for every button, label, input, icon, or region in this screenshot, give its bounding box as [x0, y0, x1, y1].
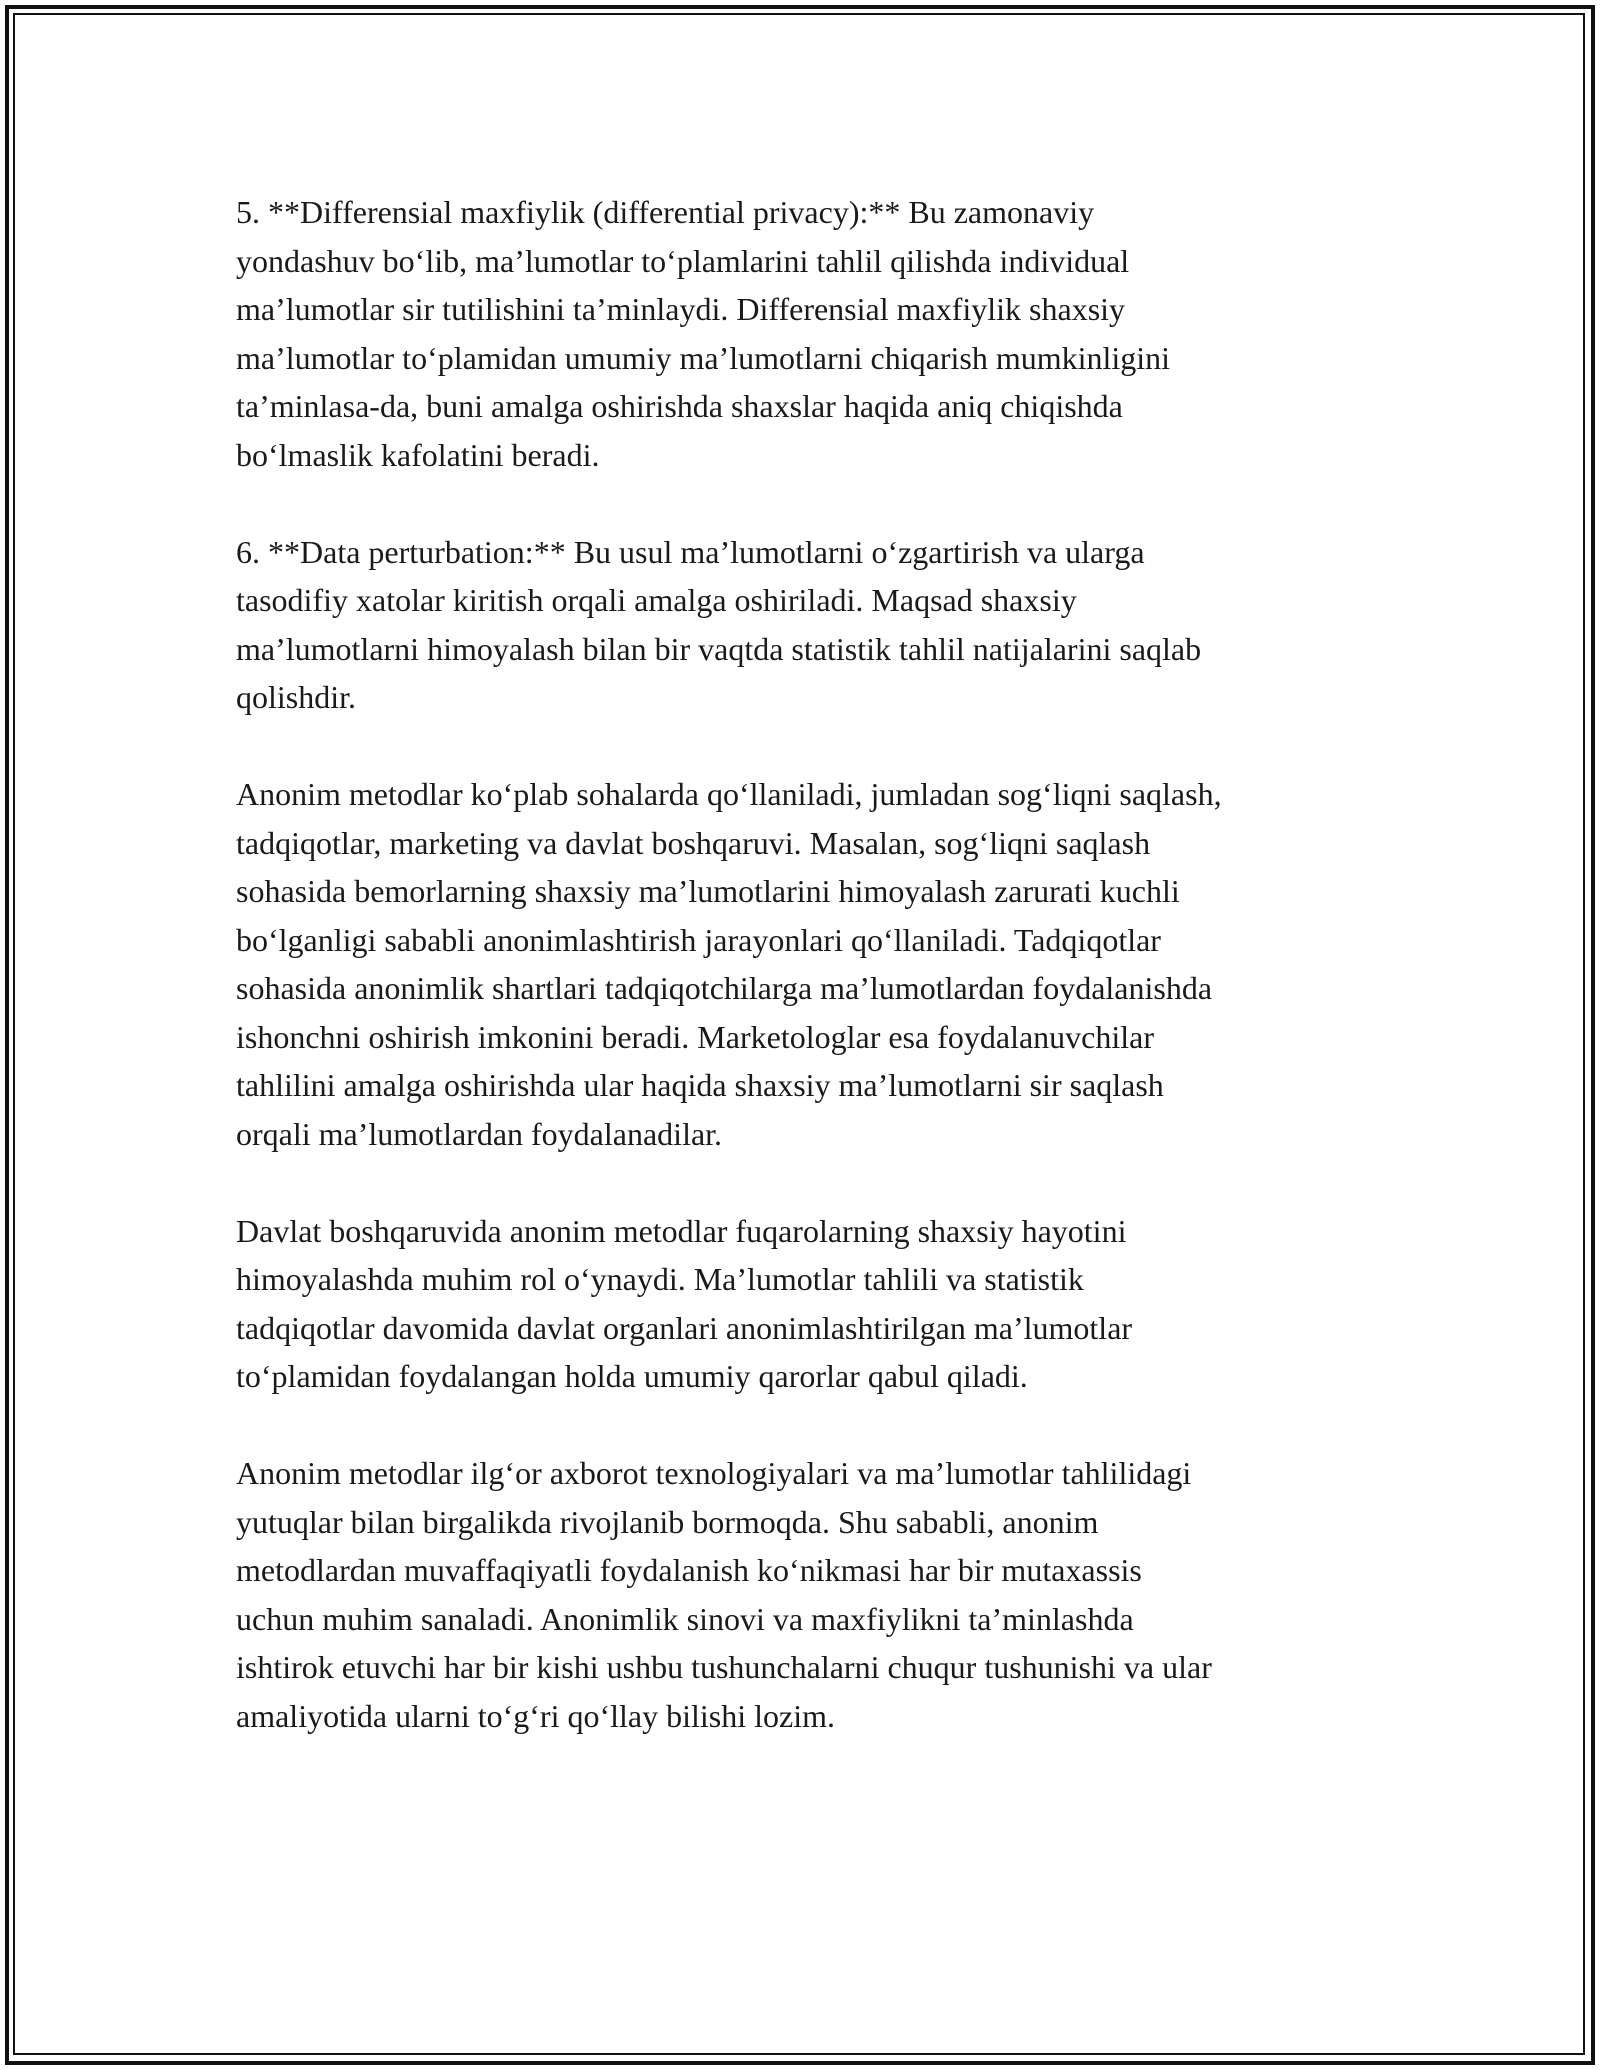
text-line: ma’lumotlarni himoyalash bilan bir vaqtda statistik tahlil natijalarini saqlab — [236, 630, 1202, 667]
text-line: bo‘lganligi sababli anonimlashtirish jarayonlari qo‘llaniladi. Tadqiqotlar — [236, 921, 1161, 958]
text-line: ta’minlasa-da, buni amalga oshirishda shaxslar haqida aniq chiqishda — [236, 388, 1123, 424]
text-line: sohasida anonimlik shartlari tadqiqotchilarga ma’lumotlardan foydalanishda — [236, 970, 1213, 1006]
text-line: yondashuv bo‘lib, ma’lumotlar to‘plamlarini tahlil qilishda individual — [236, 242, 1130, 279]
text-line: tahlilini amalga oshirishda ular haqida shaxsiy ma’lumotlarni sir saqlash — [236, 1067, 1164, 1103]
text-line: bo‘lmaslik kafolatini beradi. — [236, 436, 600, 473]
text-line: to‘plamidan foydalangan holda umumiy qarorlar qabul qiladi. — [236, 1358, 1028, 1394]
text-line: 5. **Differensial maxfiylik (differential privacy):** Bu zamonaviy — [236, 194, 1095, 230]
text-line: Davlat boshqaruvida anonim metodlar fuqarolarning shaxsiy hayotini — [236, 1212, 1127, 1249]
paragraph-conclusion — [236, 1449, 1386, 1740]
text-line: orqali ma’lumotlardan foydalanadilar. — [236, 1115, 723, 1152]
text-line: himoyalashda muhim rol o‘ynaydi. Ma’lumotlar tahlili va statistik — [236, 1261, 1084, 1297]
text-line: ishonchni oshirish imkonini beradi. Marketologlar esa foydalanuvchilar — [236, 1018, 1154, 1055]
text-line: metodlardan muvaffaqiyatli foydalanish ko‘nikmasi har bir mutaxassis — [236, 1552, 1142, 1588]
text-line: sohasida bemorlarning shaxsiy ma’lumotlarini himoyalash zarurati kuchli — [236, 873, 1180, 909]
text-line: ma’lumotlar to‘plamidan umumiy ma’lumotlarni chiqarish mumkinligini — [236, 339, 1171, 376]
paragraph-differential-privacy — [236, 188, 1386, 479]
text-line: tadqiqotlar, marketing va davlat boshqaruvi. Masalan, sog‘liqni saqlash — [236, 824, 1151, 861]
text-line: tadqiqotlar davomida davlat organlari anonimlashtirilgan ma’lumotlar — [236, 1309, 1133, 1346]
text-line: uchun muhim sanaladi. Anonimlik sinovi va maxfiylikni ta’minlashda — [236, 1600, 1134, 1637]
paragraph-government — [236, 1207, 1386, 1401]
text-line: amaliyotida ularni to‘g‘ri qo‘llay bilishi lozim. — [236, 1697, 835, 1734]
paragraph-applications — [236, 770, 1386, 1158]
text-line: tasodifiy xatolar kiritish orqali amalga oshiriladi. Maqsad shaxsiy — [236, 582, 1077, 618]
text-line: ishtirok etuvchi har bir kishi ushbu tushunchalarni chuqur tushunishi va ular — [236, 1649, 1212, 1685]
text-line: Anonim metodlar ko‘plab sohalarda qo‘llaniladi, jumladan sog‘liqni saqlash, — [236, 776, 1222, 812]
text-line: yutuqlar bilan birgalikda rivojlanib bormoqda. Shu sababli, anonim — [236, 1503, 1099, 1540]
text-line: ma’lumotlar sir tutilishini ta’minlaydi. Differensial maxfiylik shaxsiy — [236, 291, 1126, 327]
text-line: 6. **Data perturbation:** Bu usul ma’lumotlarni o‘zgartirish va ularga — [236, 533, 1145, 570]
document-body — [236, 188, 1386, 1789]
paragraph-data-perturbation — [236, 528, 1386, 722]
text-line: Anonim metodlar ilg‘or axborot texnologiyalari va ma’lumotlar tahlilidagi — [236, 1455, 1192, 1491]
text-line: qolishdir. — [236, 679, 357, 715]
